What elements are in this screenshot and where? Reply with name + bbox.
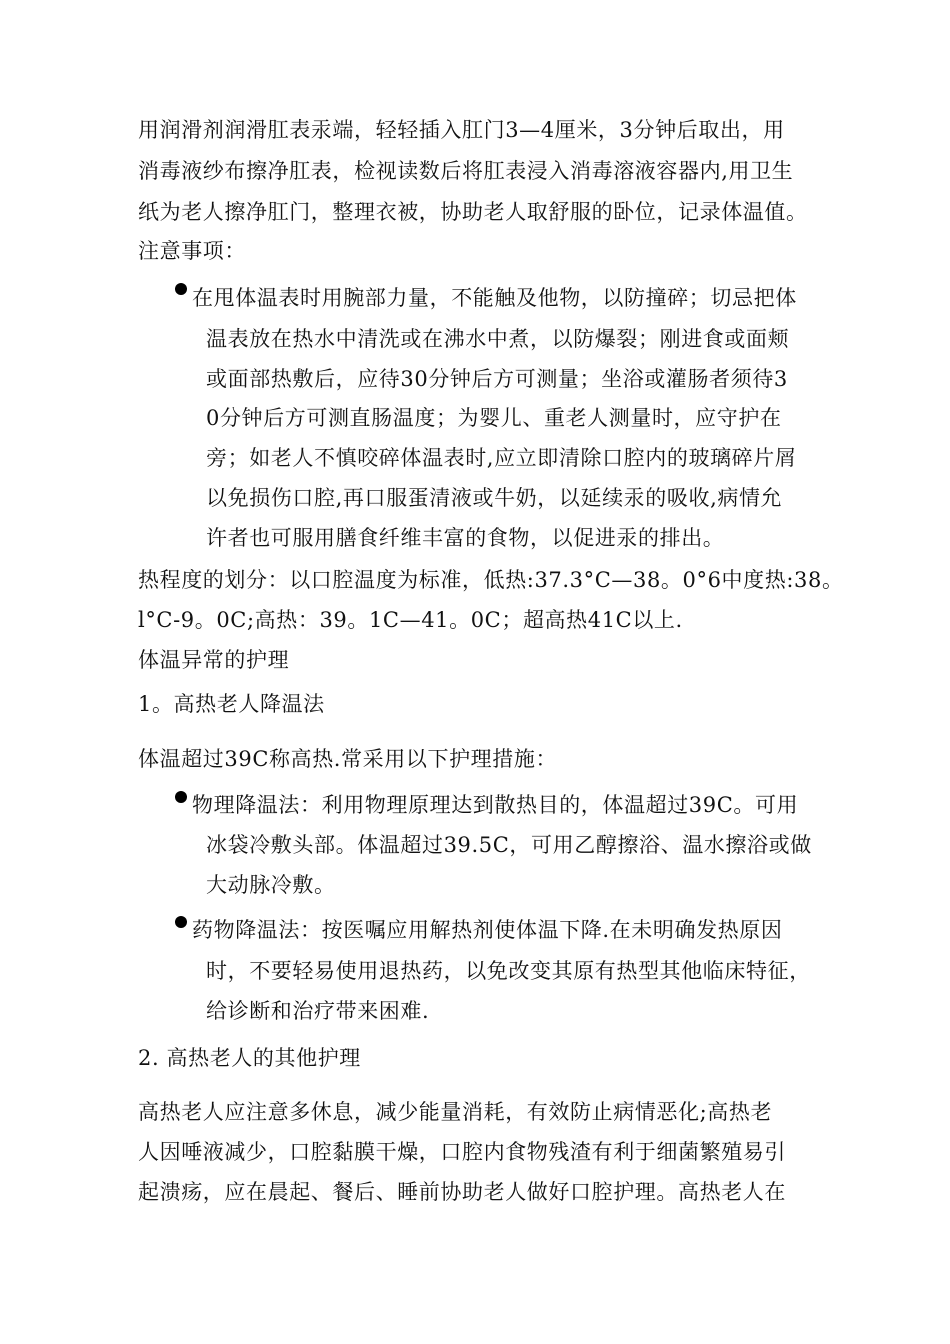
text-line: 消毒液纱布擦净肛表，检视读数后将肛表浸入消毒溶液容器内,用卫生 <box>138 159 794 183</box>
list-item-line: 0分钟后方可测直肠温度；为婴儿、重老人测量时，应守护在 <box>206 406 782 430</box>
bullet-icon <box>175 791 187 803</box>
list-item-line: 药物降温法：按医嘱应用解热剂使体温下降.在未明确发热原因 <box>192 918 783 942</box>
list-item-line: 时，不要轻易使用退热药，以免改变其原有热型其他临床特征， <box>206 959 811 983</box>
list-item-line: 给诊断和治疗带来困难. <box>206 999 430 1023</box>
section-title: 体温异常的护理 <box>138 648 290 672</box>
text-line: 纸为老人擦净肛门，整理衣被，协助老人取舒服的卧位，记录体温值。 <box>138 200 808 224</box>
text-line: 热程度的划分：以口腔温度为标准，低热:37.3°C—38。0°6中度热:38。 <box>138 568 844 592</box>
list-item-line: 或面部热敷后，应待30分钟后方可测量；坐浴或灌肠者须待3 <box>206 367 788 391</box>
subsection-title: 2. 高热老人的其他护理 <box>138 1046 361 1070</box>
subsection-title: 1。高热老人降温法 <box>138 692 325 716</box>
list-item-line: 以免损伤口腔,再口服蛋清液或牛奶，以延续汞的吸收,病情允 <box>206 486 783 510</box>
notes-heading: 注意事项： <box>138 239 246 263</box>
text-line: 高热老人应注意多休息，减少能量消耗，有效防止病情恶化;高热老 <box>138 1100 773 1124</box>
text-line: l°C-9。0C;高热：39。1C—41。0C；超高热41C以上. <box>138 608 683 632</box>
list-item-line: 冰袋冷敷头部。体温超过39.5C，可用乙醇擦浴、温水擦浴或做 <box>206 833 812 857</box>
text-line: 人因唾液减少，口腔黏膜干燥，口腔内食物残渣有利于细菌繁殖易引 <box>138 1140 786 1164</box>
text-line: 用润滑剂润滑肛表汞端，轻轻插入肛门3—4厘米，3分钟后取出，用 <box>138 118 785 142</box>
text-line: 起溃疡，应在晨起、餐后、睡前协助老人做好口腔护理。高热老人在 <box>138 1180 786 1204</box>
list-item-line: 物理降温法：利用物理原理达到散热目的，体温超过39C。可用 <box>192 793 799 817</box>
bullet-icon <box>175 916 187 928</box>
text-line: 体温超过39C称高热.常采用以下护理措施： <box>138 747 558 771</box>
list-item-line: 温表放在热水中清洗或在沸水中煮，以防爆裂；刚进食或面颊 <box>206 327 790 351</box>
list-item-line: 大动脉冷敷。 <box>206 873 336 897</box>
list-item-line: 许者也可服用膳食纤维丰富的食物，以促进汞的排出。 <box>206 526 725 550</box>
list-item-line: 在甩体温表时用腕部力量，不能触及他物，以防撞碎；切忌把体 <box>192 286 797 310</box>
bullet-icon <box>175 283 187 295</box>
list-item-line: 旁；如老人不慎咬碎体温表时,应立即清除口腔内的玻璃碎片屑 <box>206 446 797 470</box>
